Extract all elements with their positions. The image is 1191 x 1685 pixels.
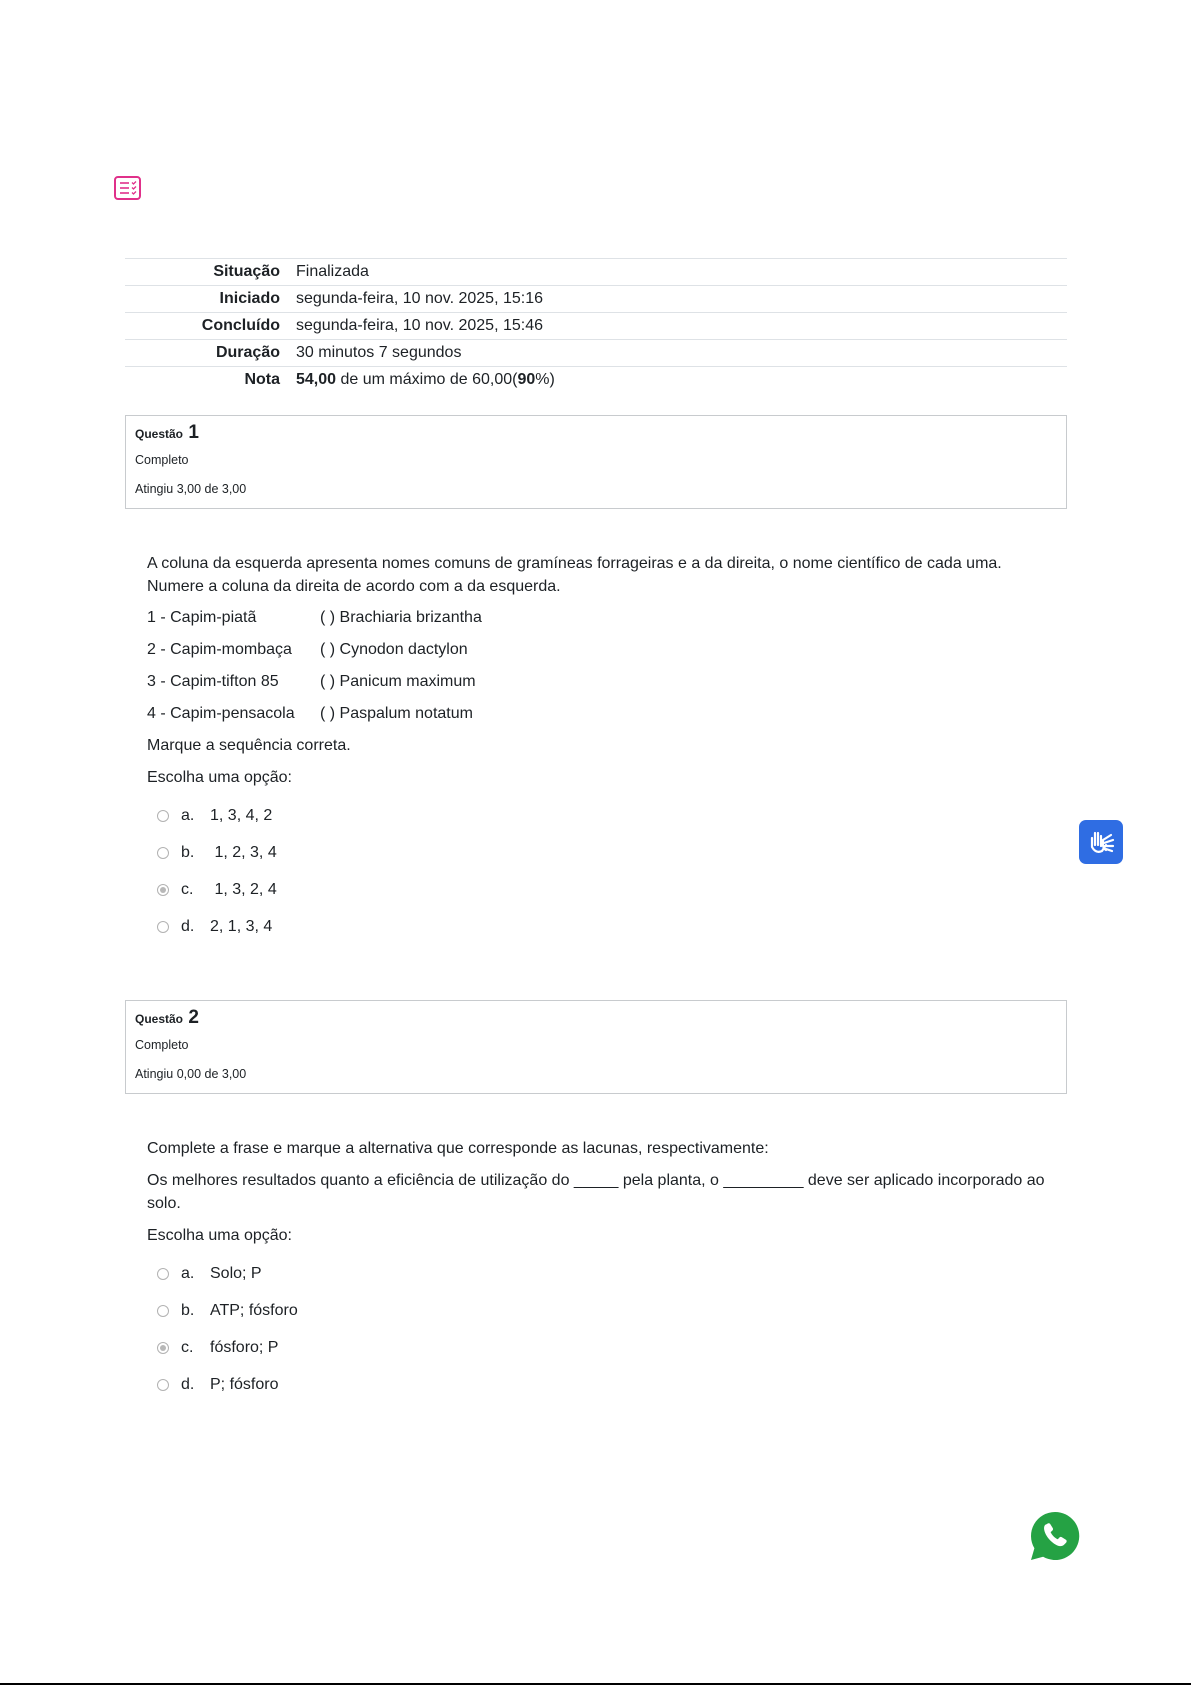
question-2-content — [147, 1137, 1047, 1403]
question-1-content — [147, 552, 1047, 945]
question-intro: Complete a frase e marque a alternativa que corresponde as lacunas, respectivamente: — [147, 1140, 769, 1157]
match-right: ( ) Paspalum notatum — [320, 704, 473, 722]
answer-text: ATP; fósforo — [210, 1302, 298, 1319]
quiz-navigation-icon[interactable] — [114, 176, 141, 200]
answer-letter: a. — [181, 807, 195, 824]
answer-letter: a. — [181, 1265, 195, 1282]
radio-button-selected[interactable] — [157, 884, 169, 896]
summary-label: Duração — [125, 340, 296, 367]
question-grade: Atingiu 3,00 de 3,00 — [135, 482, 247, 496]
radio-button[interactable] — [157, 1379, 169, 1391]
match-left: 2 - Capim-mombaça — [147, 640, 292, 658]
match-row — [147, 633, 1047, 665]
match-row — [147, 697, 1047, 729]
summary-label: Situação — [125, 259, 296, 286]
summary-row-grade — [125, 367, 1067, 394]
question-intro: A coluna da esquerda apresenta nomes comuns de gramíneas forrageiras e a da direita, o nome científico de cada uma. Numere a coluna da direita de acordo com a da esquerda. — [147, 555, 1002, 595]
answer-text: Solo; P — [210, 1265, 262, 1282]
radio-button[interactable] — [157, 810, 169, 822]
answer-option[interactable] — [147, 908, 1047, 945]
answer-prompt: Escolha uma opção: — [147, 1227, 292, 1244]
attempt-summary-table — [125, 258, 1067, 393]
summary-row-duration — [125, 340, 1067, 367]
match-right: ( ) Brachiaria brizantha — [320, 608, 482, 626]
answer-prompt: Escolha uma opção: — [147, 769, 292, 786]
answer-text: fósforo; P — [210, 1339, 279, 1356]
sign-language-hands-icon — [1079, 820, 1123, 864]
question-sentence: Os melhores resultados quanto a eficiência de utilização do _____ pela planta, o _________ deve ser aplicado incorporado ao solo. — [147, 1172, 1045, 1212]
grade-percent: 90 — [517, 371, 536, 388]
question-state: Completo — [135, 1038, 189, 1052]
question-text — [147, 1137, 1047, 1215]
answer-text: 1, 2, 3, 4 — [210, 844, 277, 861]
answer-option[interactable] — [147, 834, 1047, 871]
match-right: ( ) Panicum maximum — [320, 672, 476, 690]
answer-letter: d. — [181, 1376, 195, 1393]
summary-value: segunda-feira, 10 nov. 2025, 15:16 — [296, 286, 1067, 313]
radio-button[interactable] — [157, 921, 169, 933]
answer-letter: c. — [181, 881, 194, 898]
summary-label: Iniciado — [125, 286, 296, 313]
summary-value: 30 minutos 7 segundos — [296, 340, 1067, 367]
answer-text: 1, 3, 2, 4 — [210, 881, 277, 898]
answer-option[interactable] — [147, 1329, 1047, 1366]
question-2-info — [125, 1000, 1067, 1094]
match-left: 3 - Capim-tifton 85 — [147, 672, 279, 690]
answer-letter: b. — [181, 1302, 195, 1319]
match-left: 4 - Capim-pensacola — [147, 704, 295, 722]
whatsapp-icon[interactable] — [1028, 1509, 1082, 1563]
grade-end: %) — [535, 371, 555, 388]
answer-list — [147, 797, 1047, 945]
match-right: ( ) Cynodon dactylon — [320, 640, 468, 658]
grade-value — [296, 367, 1067, 394]
question-text — [147, 552, 1047, 757]
question-number — [135, 422, 199, 444]
answer-text: 2, 1, 3, 4 — [210, 918, 273, 935]
summary-row-started — [125, 286, 1067, 313]
grade-middle: de um máximo de 60,00( — [336, 371, 518, 388]
summary-row-completed — [125, 313, 1067, 340]
summary-value: Finalizada — [296, 259, 1067, 286]
match-row — [147, 601, 1047, 633]
question-1-info — [125, 415, 1067, 509]
answer-list — [147, 1255, 1047, 1403]
answer-text: P; fósforo — [210, 1376, 279, 1393]
question-number-value: 2 — [188, 1007, 199, 1028]
radio-button[interactable] — [157, 1268, 169, 1280]
question-prefix: Questão — [135, 1012, 184, 1026]
radio-button[interactable] — [157, 1305, 169, 1317]
answer-text: 1, 3, 4, 2 — [210, 807, 273, 824]
question-number-value: 1 — [188, 422, 199, 443]
question-prefix: Questão — [135, 427, 184, 441]
sign-language-accessibility-button[interactable] — [1079, 820, 1123, 864]
answer-option[interactable] — [147, 797, 1047, 834]
question-instruction: Marque a sequência correta. — [147, 737, 351, 754]
grade-score: 54,00 — [296, 371, 337, 388]
match-row — [147, 665, 1047, 697]
answer-letter: d. — [181, 918, 195, 935]
summary-label: Nota — [125, 367, 296, 394]
answer-letter: c. — [181, 1339, 194, 1356]
radio-button[interactable] — [157, 847, 169, 859]
summary-row-status — [125, 259, 1067, 286]
answer-option[interactable] — [147, 871, 1047, 908]
question-state: Completo — [135, 453, 189, 467]
answer-letter: b. — [181, 844, 195, 861]
answer-option[interactable] — [147, 1255, 1047, 1292]
summary-label: Concluído — [125, 313, 296, 340]
summary-value: segunda-feira, 10 nov. 2025, 15:46 — [296, 313, 1067, 340]
radio-button-selected[interactable] — [157, 1342, 169, 1354]
answer-option[interactable] — [147, 1366, 1047, 1403]
question-grade: Atingiu 0,00 de 3,00 — [135, 1067, 247, 1081]
match-left: 1 - Capim-piatã — [147, 608, 257, 626]
question-number — [135, 1007, 199, 1029]
answer-option[interactable] — [147, 1292, 1047, 1329]
